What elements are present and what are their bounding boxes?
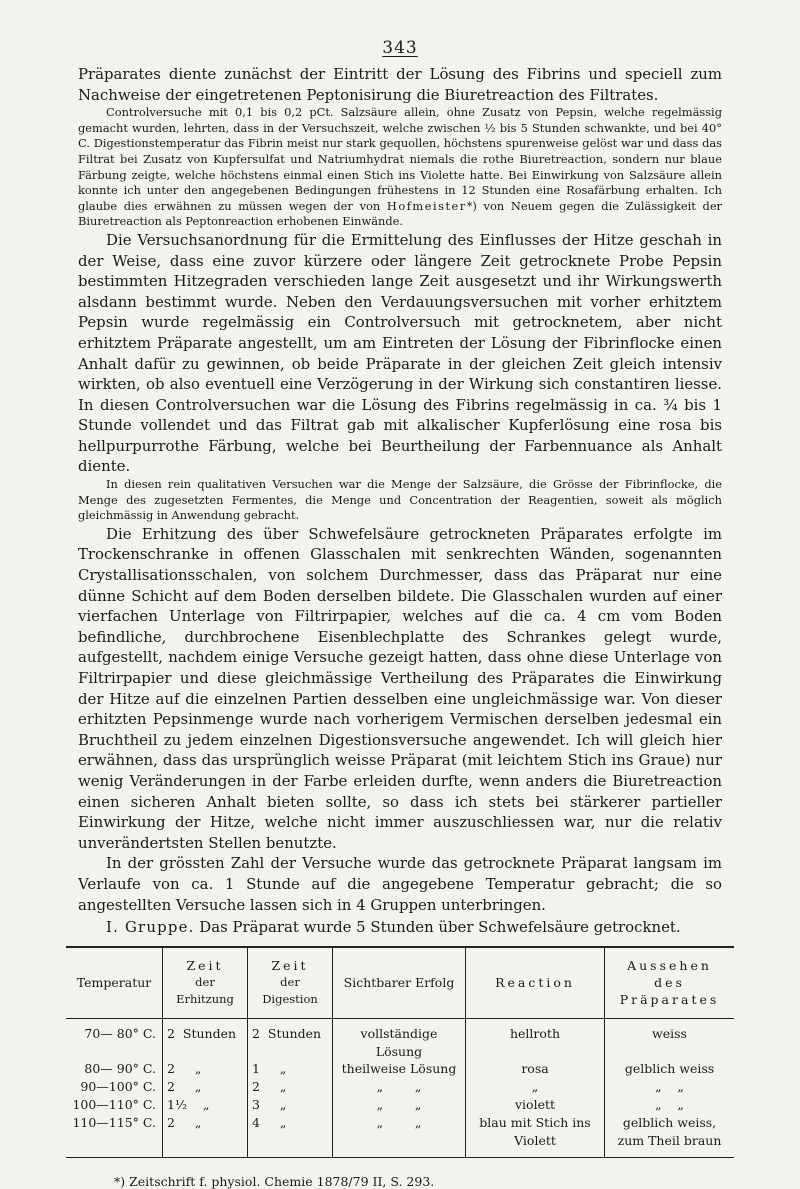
paragraph-6: In der grössten Zahl der Versuche wurde das getrocknete Präparat langsam im Verlaufe von ca. 1 Stunde auf die angegebene Temperatur gebracht; die so angestellten Versuche lassen sich in 4 Gruppen unterbringen. — [78, 854, 722, 914]
header-temperatur: Temperatur — [66, 947, 163, 1019]
group-heading — [78, 917, 722, 938]
paragraph-1: Präparates diente zunächst der Eintritt der Lösung des Fibrins und speciell zum Nachweise der eingetretenen Peptonisirung die Biuretreaction des Filtrates. — [78, 65, 722, 104]
footnote: *) Zeitschrift f. physiol. Chemie 1878/79 II, S. 293. — [114, 1174, 435, 1189]
table-row: 80— 90° C. 2 „ 1 „ theilweise Lösung rosa gelblich weiss — [66, 1060, 734, 1078]
author-name: Hofmeister — [386, 198, 467, 213]
paragraph-5: Die Erhitzung des über Schwefelsäure getrockneten Präparates erfolgte im Trockenschranke in offenen Glasschalen mit senkrechten Wänden, sogenannten Crystallisationsschalen, von solchem Durchmesser, dass das Präparat nur eine dünne Schicht auf dem Boden derselben bildete. Die Glasschalen wurden auf einer vierfachen Unterlage von Filtrirpapier, welches auf die ca. 4 cm vom Boden befindliche, durchbrochene Eisenblechplatte des Schrankes gelegt wurde, aufgestellt, nachdem einige Versuche gezeigt hatten, dass ohne diese Unterlage von Filtrirpapier und diese gleichmässige Vertheilung des Präparates die Einwirkung der Hitze auf die einzelnen Partien desselben eine ungleichmässige war. Von dieser erhitzten Pepsinmenge wurde nach vorherigem Vermischen derselben jedesmal ein Bruchtheil zu jedem einzelnen Digestionsversuche angewendet. Ich will gleich hier erwähnen, dass das ursprünglich weisse Präparat (mit leichtem Stich ins Graue) nur wenig Veränderungen in der Farbe erleiden durfte, wenn anders die Biuretreaction einen sicheren Anhalt bieten sollte, so dass ich stets bei stärkerer partieller Einwirkung der Hitze, welche nicht immer auszuschliessen war, nur die relativ unverändertsten Stellen benutzte. — [78, 524, 722, 852]
group-text: Das Präparat wurde 5 Stunden über Schwefelsäure getrocknet. — [199, 918, 681, 937]
header-reaction: Reaction — [466, 947, 605, 1019]
header-zeit-digestion: Zeit der Digestion — [248, 947, 333, 1019]
results-table — [66, 946, 734, 1159]
header-erfolg: Sichtbarer Erfolg — [333, 947, 466, 1019]
table-row: 100—110° C. 1½ „ 3 „ „ „ violett „ „ — [66, 1096, 734, 1114]
page-number: 343 — [382, 38, 418, 58]
group-label: I. Gruppe. — [106, 918, 195, 937]
paragraph-2-small: Controlversuche mit 0,1 bis 0,2 pCt. Salzsäure allein, ohne Zusatz von Pepsin, welche regelmässig gemacht wurden, lehrten, dass in der Versuchszeit, welche zwischen ½ bis 5 Stunden schwankte, und bei 40° C. Digestionstemperatur das Fibrin meist nur stark gequollen, höchstens spurenweise gelöst war und dass das Filtrat bei Zusatz von Kupfersulfat und Natriumhydrat niemals die rothe Biuretreaction, sondern nur blaue Färbung zeigte, welche höchstens einmal einen Stich ins Violette hatte. Bei Einwirkung von Salzsäure allein konnte ich unter den angegebenen Bedingungen frühestens in 12 Stunden eine Rosafärbung erhalten. Ich glaube dies erwähnen zu müssen wegen der von Hofmeister*) von Neuem gegen die Zulässigkeit der Biuretreaction als Peptonreaction erhobenen Einwände. — [78, 105, 723, 229]
header-aussehen: Aussehen des Präparates — [605, 947, 735, 1019]
table-row: 90—100° C. 2 „ 2 „ „ „ „ „ „ — [66, 1078, 734, 1096]
table-row: 110—115° C. 2 „ 4 „ „ „ blau mit Stich ins Violett gelblich weiss, zum Theil braun — [66, 1114, 734, 1158]
table-row: 70— 80° C. 2 Stunden 2 Stunden vollständige Lösung hellroth weiss — [66, 1018, 734, 1060]
header-zeit-erhitzung: Zeit der Erhitzung — [163, 947, 248, 1019]
paragraph-3: Die Versuchsanordnung für die Ermittelung des Einflusses der Hitze geschah in der Weise, dass eine zuvor kürzere oder längere Zeit getrocknete Probe Pepsin bestimmten Hitzegraden verschieden lange Zeit ausgesetzt und ihr Wirkungswerth alsdann bestimmt wurde. Neben den Verdauungsversuchen mit vorher erhitztem Pepsin wurde regelmässig ein Controlversuch mit getrocknetem, aber nicht erhitztem Präparate angestellt, um am Eintreten der Lösung der Fibrinflocke einen Anhalt dafür zu gewinnen, ob beide Präparate in der gleichen Zeit gleich intensiv wirkten, ob also eventuell eine Verzögerung in der Wirkung sich constantiren liesse. In diesen Controlversuchen war die Lösung des Fibrins regelmässig in ca. ¾ bis 1 Stunde vollendet und das Filtrat gab mit alkalischer Kupferlösung eine rosa bis hellpurpurrothe Färbung, welche bei Beurtheilung der Farbennuance als Anhalt diente. — [78, 230, 722, 476]
page — [72, 38, 723, 1189]
table-header-row — [66, 947, 734, 1019]
paragraph-4-small: In diesen rein qualitativen Versuchen war die Menge der Salzsäure, die Grösse der Fibrinflocke, die Menge des zugesetzten Fermentes, die Menge und Concentration der Reagentien, soweit als möglich gleichmässig in Anwendung gebracht. — [78, 477, 722, 523]
